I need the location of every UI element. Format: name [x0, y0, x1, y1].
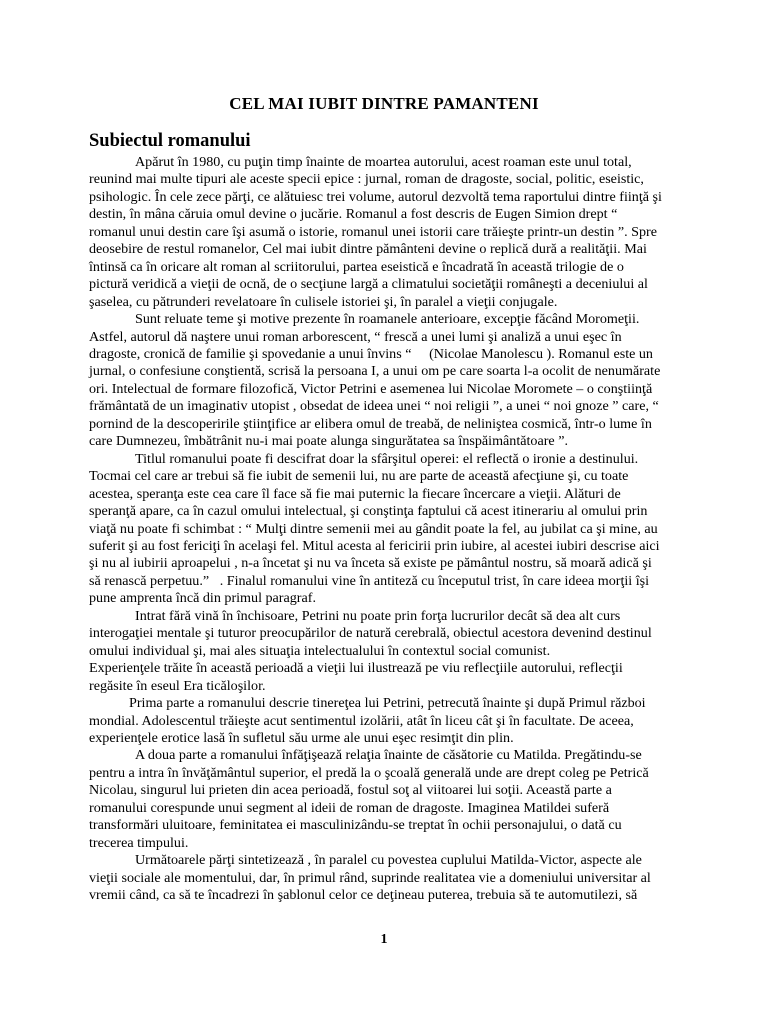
paragraph-line: omului individual şi, mai ales situaţia intelectualului în contextul social comunist.	[89, 642, 551, 659]
paragraph-line: Tocmai cel care ar trebui să fie iubit de semenii lui, nu are parte de această afecţiune şi, cu toate	[89, 468, 629, 485]
paragraph-line: speranţă apare, ca în cazul omului intelectual, şi conştinţa faptului că acest itinerariu al omului prin	[89, 503, 648, 520]
section-heading: Subiectul romanului	[89, 131, 251, 151]
paragraph-line: viaţă nu poate fi schimbat : “ Mulţi dintre semenii mei au gândit poate la fel, au jubilat ca şi mine, au	[89, 520, 658, 537]
paragraph-line: A doua parte a romanului înfăţişează relaţia înainte de căsătorie cu Matilda. Pregătindu-se	[135, 747, 642, 764]
paragraph-line: interogaţiei mentale şi tuturor preocupărilor de natură cerebrală, obiectul acestora devenind destinul	[89, 625, 652, 642]
paragraph-line: transformări uluitoare, feminitatea ei masculinizându-se treptat în ochii personajului, o dată cu	[89, 817, 622, 834]
paragraph-line: pune amprenta încă din primul paragraf.	[89, 590, 316, 607]
paragraph-line: care Dumnezeu, îmbătrânit nu-i mai poate alunga singurătatea sa înspăimântătoare ”.	[89, 433, 568, 450]
paragraph-line: romanul unui destin care îşi asumă o istorie, romanul unei istorii care trăieşte printr-un destin ”. Spre	[89, 223, 658, 240]
paragraph-line: şi nu al iubirii aproapelui , n-a încetat şi nu va înceta să existe pe pământul nostru, să moară adică şi	[89, 555, 652, 572]
paragraph-line: dragoste, cronică de familie şi spovedanie a unui învins “ (Nicolae Manolescu ). Romanul este un	[89, 345, 653, 362]
paragraph-line: pornind de la descoperirile ştiinţifice ar elibera omul de treabă, de nelinişteа cosmică, într-o lume în	[89, 415, 652, 432]
paragraph-line: destin, în mâna căruia omul devine o jucărie. Romanul a fost descris de Eugen Simion drept “	[89, 206, 618, 223]
paragraph-line: să renască perpetuu.” . Finalul romanului vine în antiteză cu începutul trist, în care ideea morţii îşi	[89, 572, 650, 589]
paragraph-line: Experienţele trăite în această perioadă a vieţii lui ilustrează pe viu reflecţiile autorului, reflecţii	[89, 660, 623, 677]
paragraph-line: regăsite în eseul Era ticăloşilor.	[89, 677, 266, 694]
document-title: CEL MAI IUBIT DINTRE PAMANTENI	[229, 94, 539, 113]
paragraph-line: pentru a intra în învăţământul superior, el predă la o şcoală generală unde are drept coleg pe Petrică	[89, 764, 649, 781]
paragraph-line: Prima parte a romanului descrie tinereţea lui Petrini, petrecută înainte şi după Primul război	[129, 695, 646, 712]
paragraph-line: Intrat fără vină în închisoare, Petrini nu poate prin forţa lucrurilor decât să dea alt curs	[135, 607, 621, 624]
paragraph-line: Astfel, autorul dă naştere unui roman arborescent, “ frescă a unei lumi şi analiză a unui eşec în	[89, 328, 622, 345]
paragraph-line: trecerea timpului.	[89, 834, 189, 851]
paragraph-line: şaselea, cu pătrunderi revelatoare în culisele istoriei şi, în paralel a vieţii conjugale.	[89, 293, 558, 310]
paragraph-line: vremii când, ca să te încadrezi în şablonul celor ce deţineau puterea, trebuia să te automutilezi, să	[89, 887, 638, 904]
page-number: 1	[380, 932, 388, 947]
paragraph-line: romanului corespunde unui segment al ideii de roman de dragoste. Imaginea Matildei suferă	[89, 799, 610, 816]
paragraph-line: Apărut în 1980, cu puţin timp înainte de moartea autorului, acest roaman este unul total,	[135, 154, 632, 170]
paragraph-line: experienţele erotice lasă în sufletul său urme ale unui eşec resimţit din plin.	[89, 729, 514, 746]
paragraph-line: suferit şi au fost fericiţi în acelaşi fel. Mitul acesta al fericirii prin iubire, al acestei iubiri descrise aici	[89, 537, 660, 554]
paragraph-line: Titlul romanului poate fi descifrat doar la sfârşitul operei: el reflectă o ironie a destinului.	[135, 450, 639, 467]
paragraph-line: Nicolau, singurul lui prieten din acea perioadă, fostul soţ al viitoarei lui soţii. Această parte a	[89, 782, 612, 799]
paragraph-line: mondial. Adolescentul trăieşte acut sentimentul izolării, atât în liceu cât şi în facultate. De aceea,	[89, 712, 634, 729]
paragraph-line: deosebire de restul romanelor, Cel mai iubit dintre pământeni devine o replică dură a realităţii. Mai	[89, 241, 647, 258]
paragraph-line: reunind mai multe tipuri ale aceste specii epice : jurnal, roman de dragoste, social, politic, eseistic,	[89, 171, 644, 188]
paragraph-line: psihologic. În cele zece părţi, ce alătuiesc trei volume, autorul dezvoltă tema raportului dintre fiinţă şi	[89, 188, 662, 205]
paragraph-line: întinsă ca în oricare alt roman al scriitorului, partea eseistică e încadrată în această trilogie de o	[89, 258, 624, 275]
paragraph-line: Sunt reluate teme şi motive prezente în roamanele anterioare, excepţie făcând Moromeţii.	[135, 311, 640, 328]
paragraph-line: ori. Intelectual de formare filozofică, Victor Petrini e asemenea lui Nicolae Moromete – o conştiinţă	[89, 380, 653, 397]
paragraph-line: vieţii sociale ale momentului, dar, în primul rând, suprinde realitatea vie a domeniului universitar al	[89, 869, 651, 886]
paragraph-line: pictură veridică a vieţii de ocnă, de o secţiune largă a climatului societăţii româneşti a deceniului al	[89, 276, 648, 293]
paragraph-line: Următoarele părţi sintetizează , în paralel cu povestea cuplului Matilda-Victor, aspecte ale	[135, 852, 642, 869]
paragraph-line: acestea, speranţa este cea care îl face să fie mai puternic la fiecare încercare a vieţii. Alături de	[89, 485, 621, 502]
body-text	[89, 154, 703, 904]
paragraph-line: frământată de un imaginativ utopist , obsedat de ideea unei “ noi religii ”, a unei “ noi gnoze ” care, “	[89, 398, 659, 415]
paragraph-line: jurnal, o confesiune conştientă, scrisă la persoana I, a unui om pe care soarta l-a ocolit de nenumărate	[89, 363, 661, 380]
